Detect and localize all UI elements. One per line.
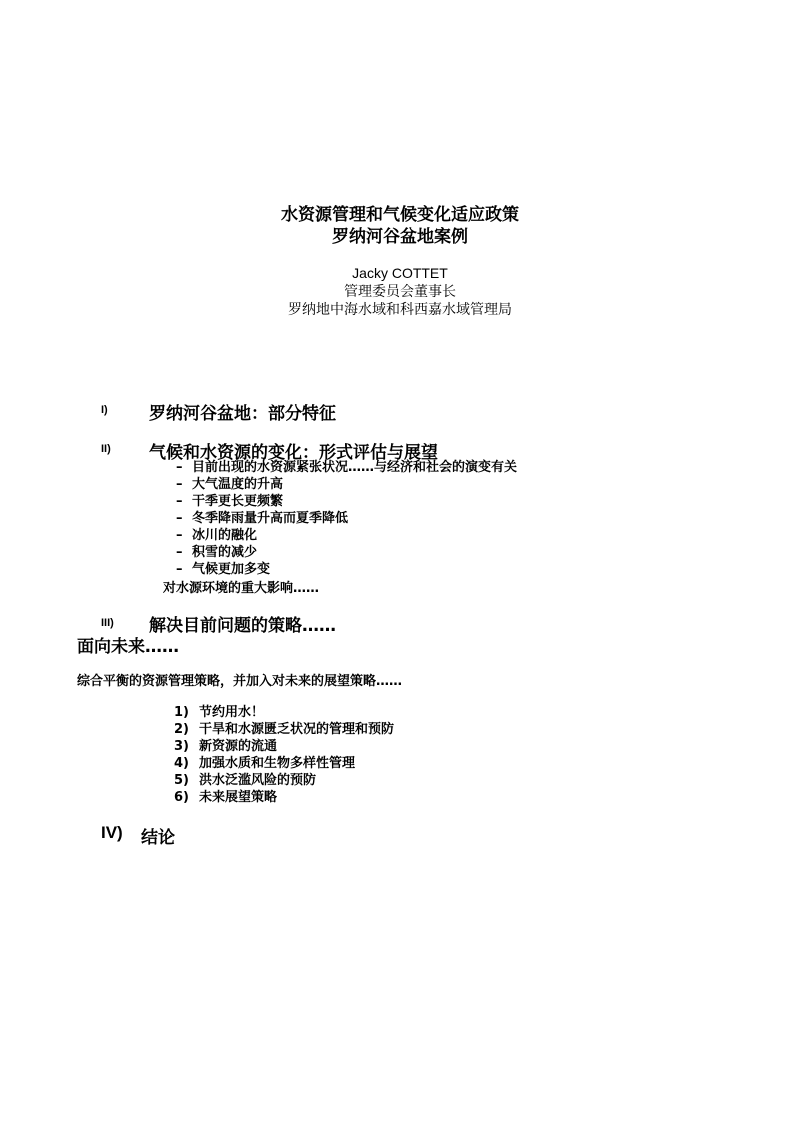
- author-role: 管理委员会董事长: [344, 283, 456, 299]
- bullet-dash: –: [176, 562, 183, 577]
- bullet-dash: –: [176, 494, 183, 509]
- section-3-numbered-list: [174, 704, 394, 806]
- section-2-bullet-list: [176, 459, 517, 578]
- section-2-title: 气候和水资源的变化：形式评估与展望: [149, 443, 438, 463]
- list-item: [176, 476, 517, 493]
- bullet-text: 积雪的减少: [192, 545, 258, 560]
- item-text: 洪水泛滥风险的预防: [199, 773, 317, 788]
- item-number: 5): [174, 773, 189, 788]
- list-item: [174, 772, 394, 789]
- bullet-text: 大气温度的升高: [192, 477, 284, 492]
- section-3-number: III): [101, 617, 114, 629]
- list-item: [176, 510, 517, 527]
- bullet-dash: –: [176, 511, 183, 526]
- item-text: 未来展望策略: [199, 790, 278, 805]
- title-line-2: 罗纳河谷盆地案例: [332, 227, 468, 247]
- item-text: 新资源的流通: [199, 739, 278, 754]
- item-number: 4): [174, 756, 189, 771]
- section-3-title-continued: 面向未来……: [77, 637, 179, 657]
- author-block: [0, 264, 800, 318]
- bullet-text: 冰川的融化: [192, 528, 258, 543]
- title-line-1: 水资源管理和气候变化适应政策: [281, 205, 519, 225]
- bullet-dash: –: [176, 477, 183, 492]
- list-item: [174, 755, 394, 772]
- list-item: [174, 789, 394, 806]
- item-text: 节约用水！: [199, 705, 265, 720]
- section-2-summary: 对水源环境的重大影响……: [163, 581, 320, 596]
- item-number: 2): [174, 722, 189, 737]
- bullet-text: 冬季降雨量升高而夏季降低: [192, 511, 349, 526]
- list-item: [174, 721, 394, 738]
- list-item: [176, 493, 517, 510]
- item-number: 6): [174, 790, 189, 805]
- bullet-dash: –: [176, 460, 183, 475]
- bullet-dash: –: [176, 528, 183, 543]
- section-4-title: 结论: [141, 828, 175, 848]
- list-item: [174, 704, 394, 721]
- list-item: [176, 527, 517, 544]
- list-item: [176, 544, 517, 561]
- author-name: Jacky COTTET: [352, 265, 448, 281]
- section-2-number: II): [101, 443, 111, 455]
- author-organization: 罗纳地中海水域和科西嘉水域管理局: [288, 301, 512, 317]
- item-number: 1): [174, 705, 189, 720]
- item-text: 干旱和水源匮乏状况的管理和预防: [199, 722, 395, 737]
- document-title: [0, 204, 800, 248]
- item-text: 加强水质和生物多样性管理: [199, 756, 356, 771]
- section-3-intro: 综合平衡的资源管理策略，并加入对未来的展望策略……: [77, 674, 403, 689]
- section-1-title: 罗纳河谷盆地：部分特征: [149, 404, 336, 424]
- bullet-text: 气候更加多变: [192, 562, 271, 577]
- item-number: 3): [174, 739, 189, 754]
- list-item: [174, 738, 394, 755]
- bullet-text: 目前出现的水资源紧张状况……与经济和社会的演变有关: [192, 460, 518, 475]
- bullet-dash: –: [176, 545, 183, 560]
- list-item: [176, 459, 517, 476]
- section-3-title: 解决目前问题的策略……: [149, 616, 336, 636]
- section-1-number: I): [101, 404, 108, 416]
- bullet-text: 干季更长更频繁: [192, 494, 284, 509]
- section-4-number: IV): [101, 823, 123, 842]
- list-item: [176, 561, 517, 578]
